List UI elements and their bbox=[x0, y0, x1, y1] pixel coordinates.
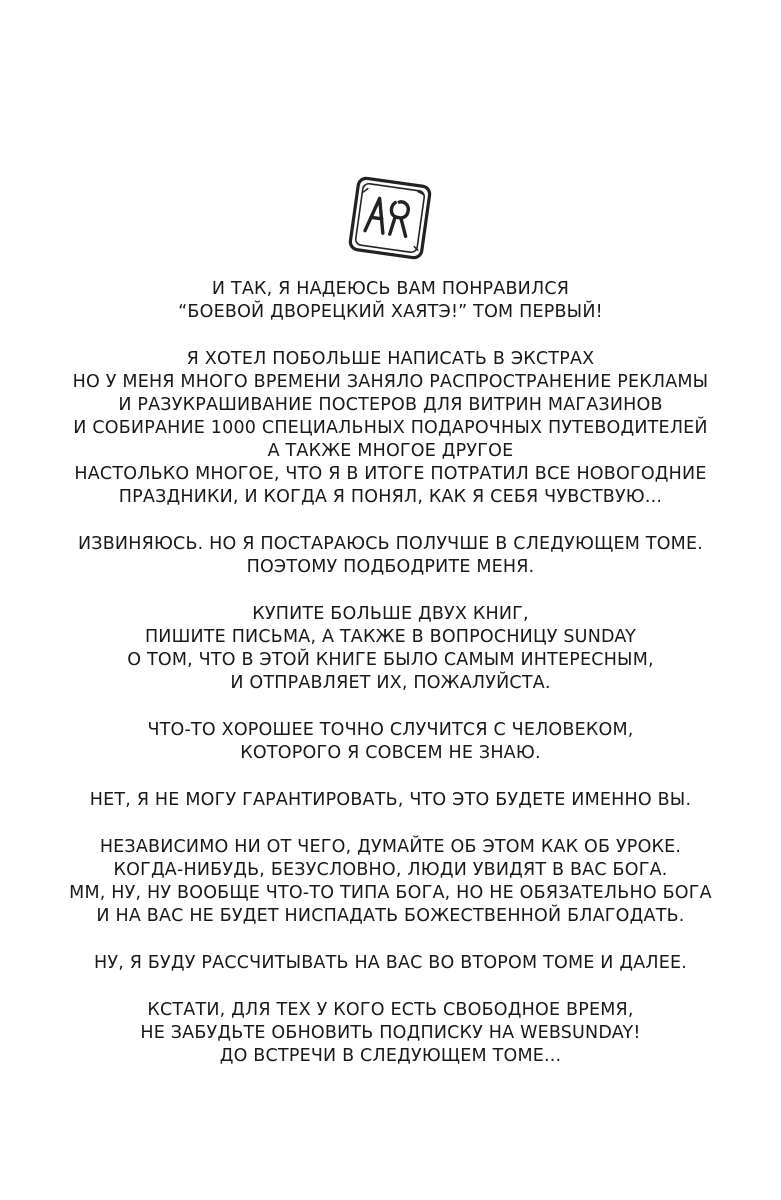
afterword-line: “БОЕВОЙ ДВОРЕЦКИЙ ХАЯТЭ!” ТОМ ПЕРВЫЙ! bbox=[178, 302, 603, 322]
afterword-line: КОГДА-НИБУДЬ, БЕЗУСЛОВНО, ЛЮДИ УВИДЯТ В ВАС БОГА. bbox=[113, 860, 668, 880]
afterword-line: И РАЗУКРАШИВАНИЕ ПОСТЕРОВ ДЛЯ ВИТРИН МАГАЗИНОВ bbox=[118, 395, 663, 415]
author-seal-stamp-icon bbox=[340, 168, 440, 268]
afterword-paragraph bbox=[0, 533, 781, 579]
afterword-line: И ТАК, Я НАДЕЮСЬ ВАМ ПОНРАВИЛСЯ bbox=[211, 279, 570, 299]
afterword-paragraph bbox=[0, 348, 781, 509]
afterword-line: ДО ВСТРЕЧИ В СЛЕДУЮЩЕМ ТОМЕ... bbox=[219, 1046, 562, 1066]
afterword-line: КОТОРОГО Я СОВСЕМ НЕ ЗНАЮ. bbox=[240, 743, 541, 763]
afterword-line: ИЗВИНЯЮСЬ. НО Я ПОСТАРАЮСЬ ПОЛУЧШЕ В СЛЕДУЮЩЕМ ТОМЕ. bbox=[78, 534, 703, 554]
afterword-line: И НА ВАС НЕ БУДЕТ НИСПАДАТЬ БОЖЕСТВЕННОЙ БЛАГОДАТЬ. bbox=[96, 906, 685, 926]
afterword-line: ПОЭТОМУ ПОДБОДРИТЕ МЕНЯ. bbox=[246, 557, 535, 577]
afterword-paragraph bbox=[0, 278, 781, 324]
afterword-paragraph bbox=[0, 603, 781, 695]
afterword-line: НЕЗАВИСИМО НИ ОТ ЧЕГО, ДУМАЙТЕ ОБ ЭТОМ КАК ОБ УРОКЕ. bbox=[99, 837, 682, 857]
afterword-line: НО У МЕНЯ МНОГО ВРЕМЕНИ ЗАНЯЛО РАСПРОСТРАНЕНИЕ РЕКЛАМЫ bbox=[72, 372, 709, 392]
afterword-line: ЧТО-ТО ХОРОШЕЕ ТОЧНО СЛУЧИТСЯ С ЧЕЛОВЕКОМ, bbox=[147, 720, 634, 740]
afterword-line: КСТАТИ, ДЛЯ ТЕХ У КОГО ЕСТЬ СВОБОДНОЕ ВРЕМЯ, bbox=[147, 1000, 634, 1020]
afterword-paragraph bbox=[0, 952, 781, 975]
afterword-line: НАСТОЛЬКО МНОГОЕ, ЧТО Я В ИТОГЕ ПОТРАТИЛ ВСЕ НОВОГОДНИЕ bbox=[74, 464, 707, 484]
afterword-line: Я ХОТЕЛ ПОБОЛЬШЕ НАПИСАТЬ В ЭКСТРАХ bbox=[186, 349, 595, 369]
afterword-line: ММ, НУ, НУ ВООБЩЕ ЧТО-ТО ТИПА БОГА, НО НЕ ОБЯЗАТЕЛЬНО БОГА bbox=[69, 883, 712, 903]
afterword-paragraph bbox=[0, 789, 781, 812]
afterword-line: И ОТПРАВЛЯЕТ ИХ, ПОЖАЛУЙСТА. bbox=[230, 673, 551, 693]
afterword-line: ПИШИТЕ ПИСЬМА, А ТАКЖЕ В ВОПРОСНИЦУ SUNDAY bbox=[144, 627, 637, 647]
afterword-line: НЕ ЗАБУДЬТЕ ОБНОВИТЬ ПОДПИСКУ НА WEBSUNDAY! bbox=[140, 1023, 641, 1043]
afterword-line: НУ, Я БУДУ РАССЧИТЫВАТЬ НА ВАС ВО ВТОРОМ ТОМЕ И ДАЛЕЕ. bbox=[93, 953, 688, 973]
afterword-line: НЕТ, Я НЕ МОГУ ГАРАНТИРОВАТЬ, ЧТО ЭТО БУДЕТЕ ИМЕННО ВЫ. bbox=[89, 790, 692, 810]
afterword-line: КУПИТЕ БОЛЬШЕ ДВУХ КНИГ, bbox=[252, 604, 529, 624]
afterword-line: ПРАЗДНИКИ, И КОГДА Я ПОНЯЛ, КАК Я СЕБЯ ЧУВСТВУЮ... bbox=[118, 487, 663, 507]
afterword-text bbox=[0, 278, 781, 1092]
afterword-line: И СОБИРАНИЕ 1000 СПЕЦИАЛЬНЫХ ПОДАРОЧНЫХ ПУТЕВОДИТЕЛЕЙ bbox=[73, 418, 708, 438]
afterword-paragraph bbox=[0, 719, 781, 765]
afterword-paragraph bbox=[0, 999, 781, 1068]
afterword-line: А ТАКЖЕ МНОГОЕ ДРУГОЕ bbox=[267, 441, 514, 461]
afterword-line: О ТОМ, ЧТО В ЭТОЙ КНИГЕ БЫЛО САМЫМ ИНТЕРЕСНЫМ, bbox=[127, 650, 654, 670]
afterword-paragraph bbox=[0, 836, 781, 928]
